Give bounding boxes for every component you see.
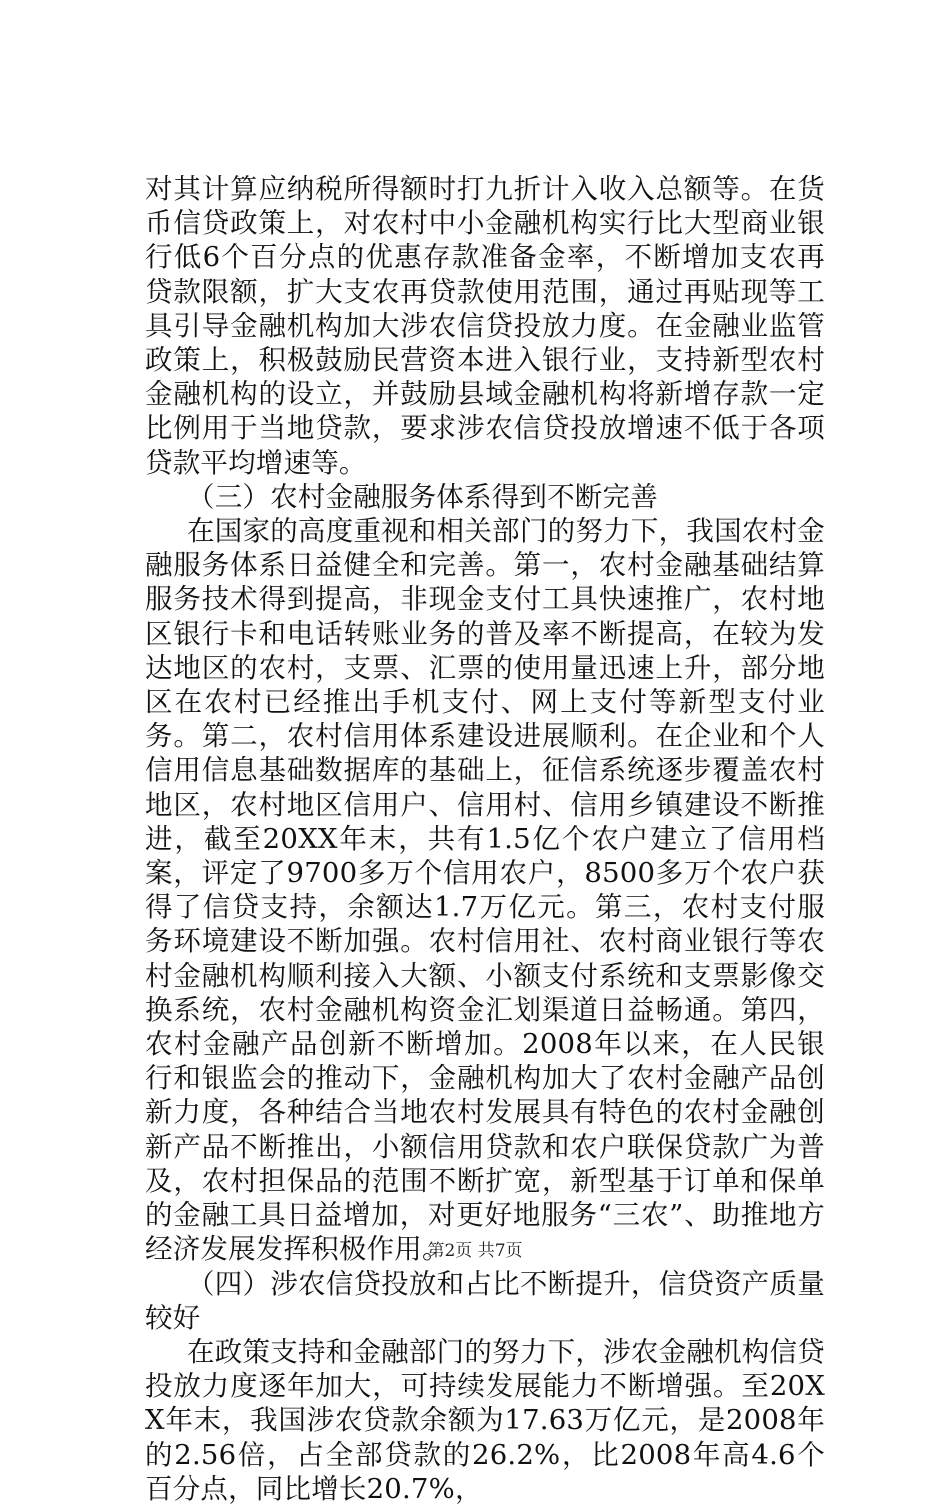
document-body <box>145 172 825 1506</box>
paragraph-agri-credit: 在政策支持和金融部门的努力下，涉农金融机构信贷投放力度逐年加大，可持续发展能力不断增强。至20XX年末，我国涉农贷款余额为17.63万亿元，是2008年的2.56倍，占全部贷款的26.2%，比2008年高4.6个百分点，同比增长20.7%， <box>145 1335 825 1505</box>
paragraph-rural-finance-service: 在国家的高度重视和相关部门的努力下，我国农村金融服务体系日益健全和完善。第一，农村金融基础结算服务技术得到提高，非现金支付工具快速推广，农村地区银行卡和电话转账业务的普及率不断提高，在较为发达地区的农村，支票、汇票的使用量迅速上升，部分地区在农村已经推出手机支付、网上支付等新型支付业务。第二，农村信用体系建设进展顺利。在企业和个人信用信息基础数据库的基础上，征信系统逐步覆盖农村地区，农村地区信用户、信用村、信用乡镇建设不断推进，截至20XX年末，共有1.5亿个农户建立了信用档案，评定了9700多万个信用农户，8500多万个农户获得了信贷支持，余额达1.7万亿元。第三，农村支付服务环境建设不断加强。农村信用社、农村商业银行等农村金融机构顺利接入大额、小额支付系统和支票影像交换系统，农村金融机构资金汇划渠道日益畅通。第四，农村金融产品创新不断增加。2008年以来，在人民银行和银监会的推动下，金融机构加大了农村金融产品创新力度，各种结合当地农村发展具有特色的农村金融创新产品不断推出，小额信用贷款和农户联保贷款广为普及，农村担保品的范围不断扩宽，新型基于订单和保单的金融工具日益增加，对更好地服务“三农”、助推地方经济发展发挥积极作用。 <box>145 515 825 1266</box>
section-heading-3: （三）农村金融服务体系得到不断完善 <box>187 480 658 513</box>
paragraph-continued: 对其计算应纳税所得额时打九折计入收入总额等。在货币信贷政策上，对农村中小金融机构实行比大型商业银行低6个百分点的优惠存款准备金率，不断增加支农再贷款限额，扩大支农再贷款使用范围，通过再贴现等工具引导金融机构加大涉农信贷投放力度。在金融业监管政策上，积极鼓励民营资本进入银行业，支持新型农村金融机构的设立，并鼓励县域金融机构将新增存款一定比例用于当地贷款，要求涉农信贷投放增速不低于各项贷款平均增速等。 <box>145 173 825 479</box>
page-footer: 第2页 共7页 <box>427 1241 523 1261</box>
section-heading-4: （四）涉农信贷投放和占比不断提升，信贷资产质量较好 <box>145 1267 825 1334</box>
